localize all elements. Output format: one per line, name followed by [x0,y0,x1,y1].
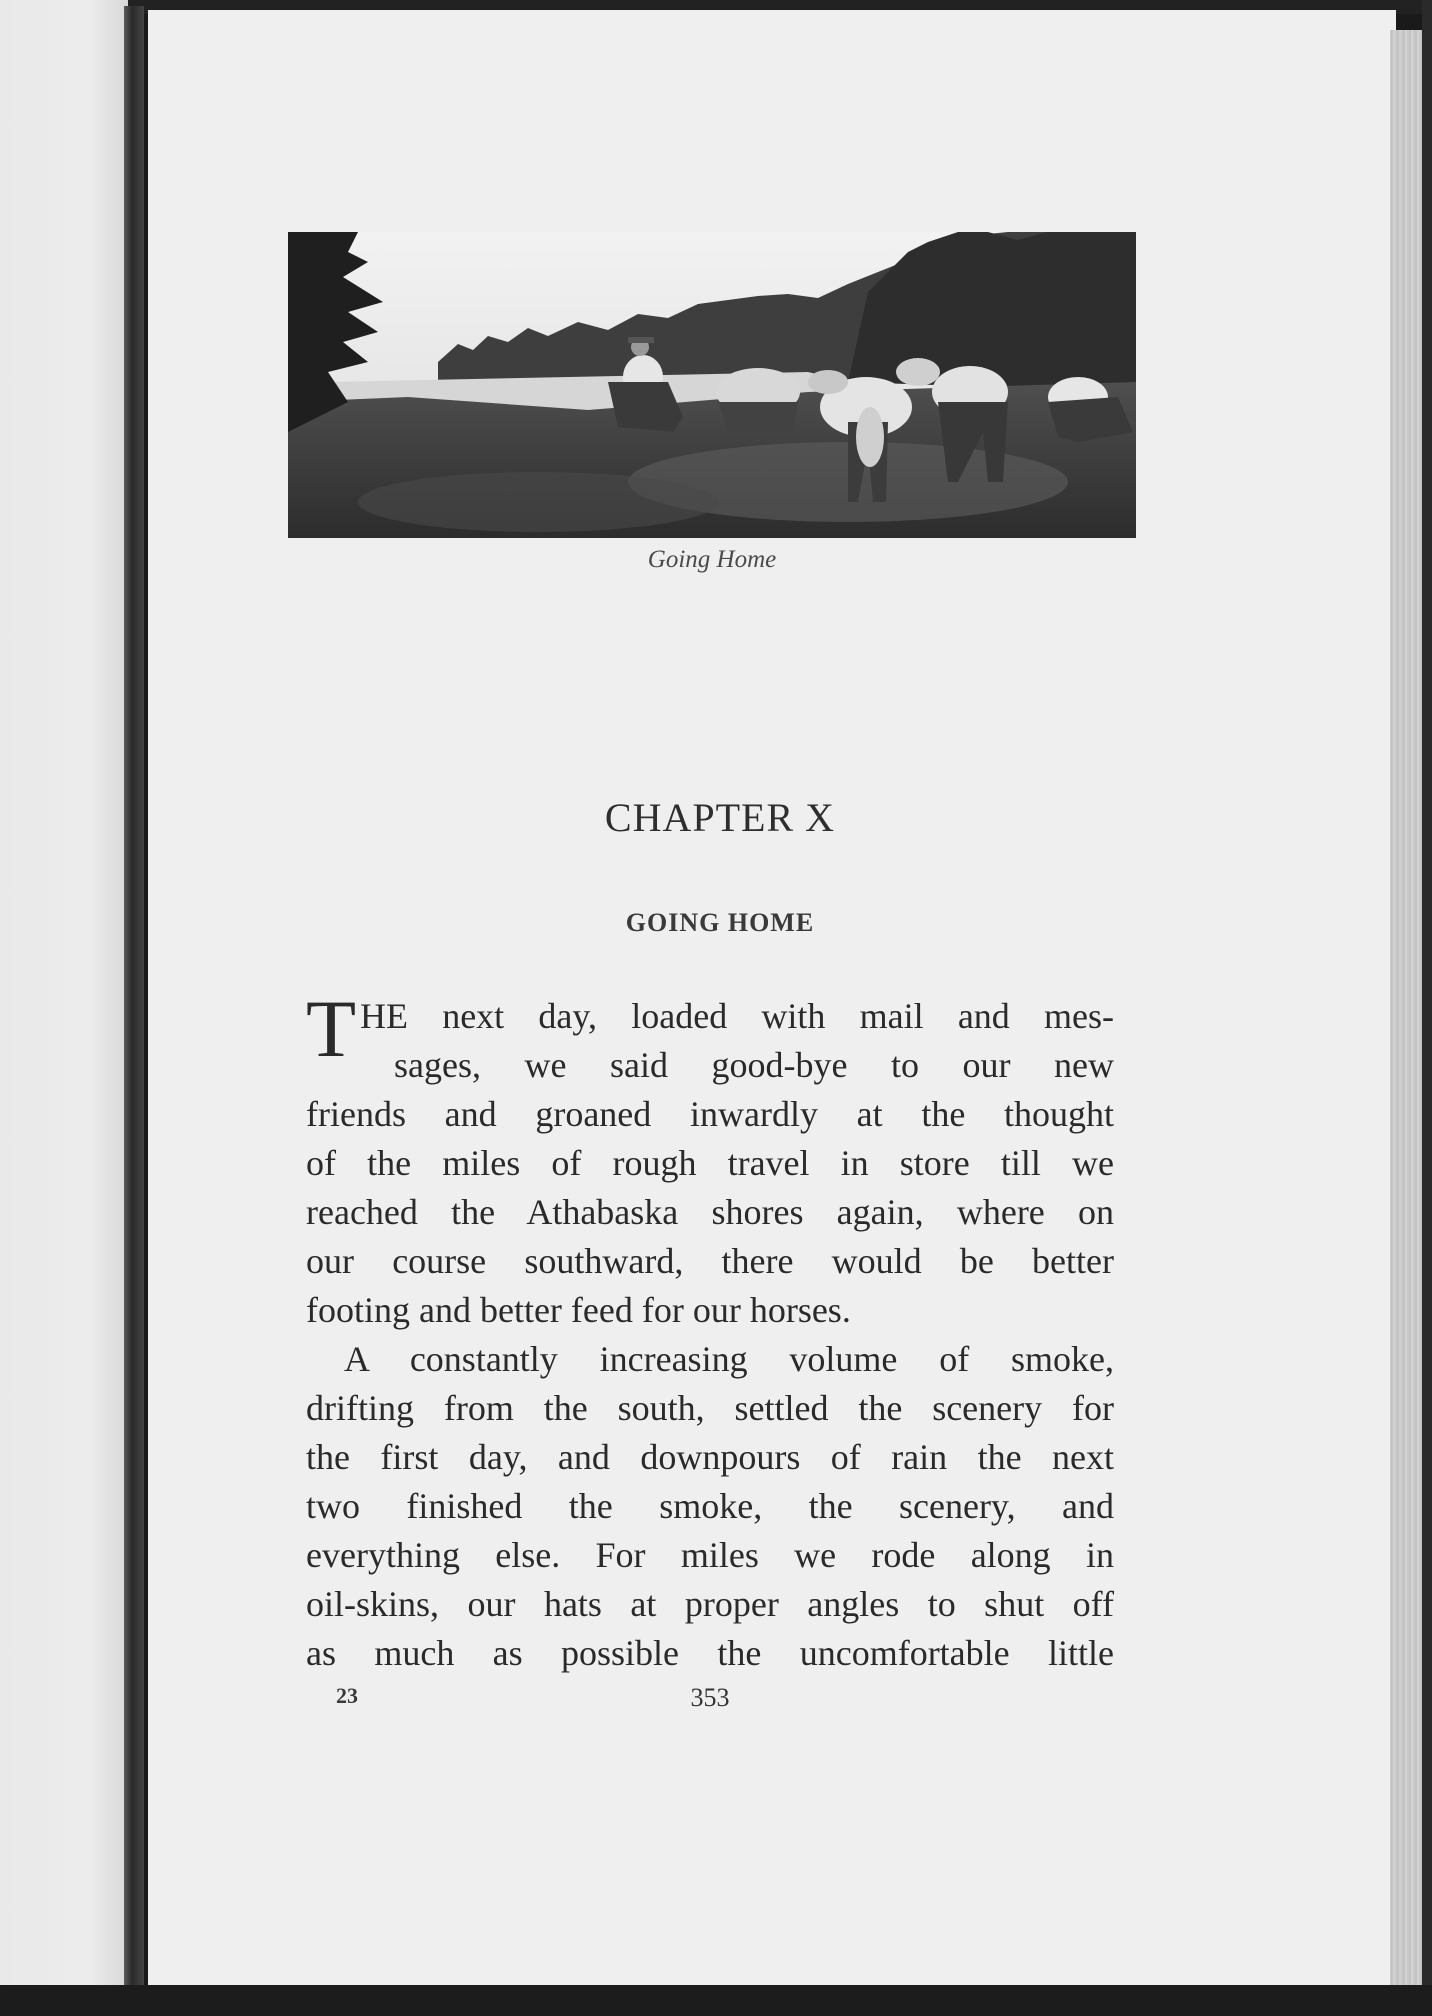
chapter-subtitle: GOING HOME [625,908,815,937]
paragraph-1 [306,983,1114,1335]
text-line: everything else. For miles we rode along in [306,1535,1114,1575]
text-line: friends and groaned inwardly at the thought [306,1094,1114,1134]
text-line: the first day, and downpours of rain the next [306,1437,1114,1477]
text-line: HE next day, loaded with mail and mes- [360,996,1114,1036]
text-line: two finished the smoke, the scenery, and [306,1486,1114,1526]
scan-right-border [1422,0,1432,2016]
body-text [306,983,1114,1678]
book-gutter [124,6,144,1988]
text-line: A constantly increasing volume of smoke, [344,1339,1114,1379]
text-line: oil-skins, our hats at proper angles to shut off [306,1584,1114,1624]
text-line: footing and better feed for our horses. [306,1290,851,1330]
signature-mark: 23 [336,1683,358,1708]
drop-cap: T [306,983,357,1074]
chapter-photograph [288,232,1136,538]
text-line: drifting from the south, settled the scenery for [306,1388,1114,1428]
page-number: 353 [690,1683,730,1712]
facing-page [0,0,128,1985]
text-line: sages, we said good-bye to our new [394,1045,1114,1085]
landscape-photo-pack-horses-icon [288,232,1136,538]
text-line: our course southward, there would be better [306,1241,1114,1281]
text-line: as much as possible the uncomfortable little [306,1633,1114,1673]
paragraph-2 [306,1335,1114,1678]
text-line: reached the Athabaska shores again, where on [306,1192,1114,1232]
chapter-title: CHAPTER X [604,795,836,840]
photo-caption: Going Home [647,546,777,573]
scan-bottom-border [0,1985,1432,2016]
text-line: of the miles of rough travel in store till we [306,1143,1114,1183]
